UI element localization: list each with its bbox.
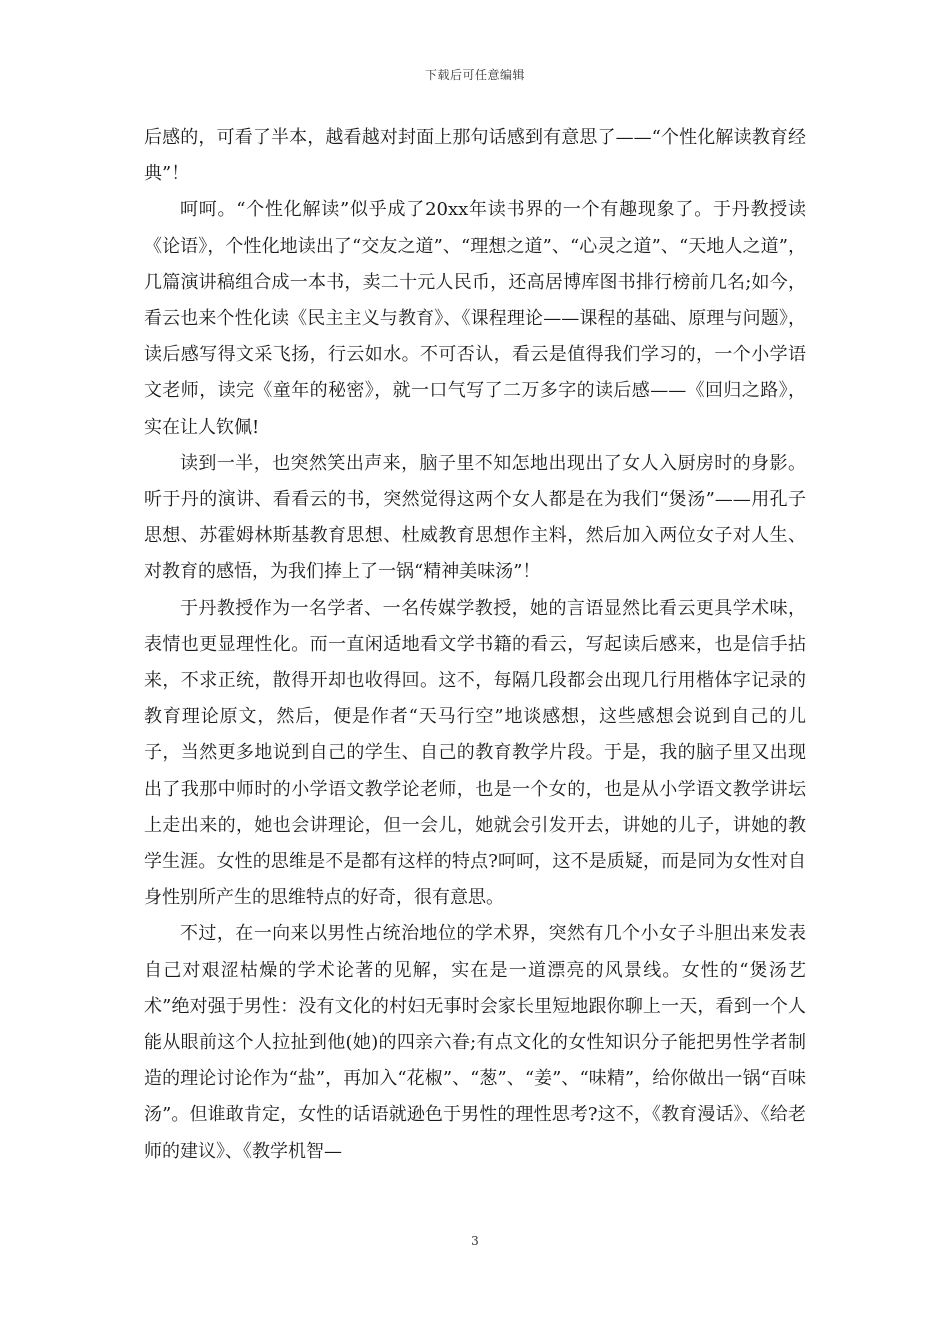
page-header: 下载后可任意编辑 (424, 68, 525, 82)
paragraph: 后感的，可看了半本，越看越对封面上那句话感到有意思了——“个性化解读教育经典”！ (144, 127, 806, 185)
paragraph: 读到一半，也突然笑出声来，脑子里不知怎地出现出了女人入厨房时的身影。听于丹的演讲、看看云的书，突然觉得这两个女人都是在为我们“煲汤”——用孔子思想、苏霍姆林斯基教育思想、杜威教育思想作主料，然后加入两位女子对人生、对教育的感悟，为我们捧上了一锅“精神美味汤”！ (144, 452, 806, 583)
document-body (144, 120, 806, 1170)
paragraph: 呵呵。“个性化解读”似乎成了20xx年读书界的一个有趣现象了。于丹教授读《论语》，个性化地读出了“交友之道”、“理想之道”、“心灵之道”、“天地人之道”，几篇演讲稿组合成一本书，卖二十元人民币，还高居博库图书排行榜前几名;如今，看云也来个性化读《民主主义与教育》、《课程理论——课程的基础、原理与问题》，读后感写得文采飞扬，行云如水。不可否认，看云是值得我们学习的，一个小学语文老师，读完《童年的秘密》，就一口气写了二万多字的读后感——《回归之路》，实在让人钦佩! (144, 199, 806, 438)
paragraph: 不过，在一向来以男性占统治地位的学术界，突然有几个小女子斗胆出来发表自己对艰涩枯燥的学术论著的见解，实在是一道漂亮的风景线。女性的“煲汤艺术”绝对强于男性：没有文化的村妇无事时会家长里短地跟你聊上一天，看到一个人能从眼前这个人拉扯到他(她)的四亲六眷;有点文化的女性知识分子能把男性学者制造的理论讨论作为“盐”，再加入“花椒”、“葱”、“姜”、“味精”，给你做出一锅“百味汤”。但谁敢肯定，女性的话语就逊色于男性的理性思考?这不，《教育漫话》、《给老师的建议》、《教学机智— (144, 923, 806, 1162)
paragraph: 于丹教授作为一名学者、一名传媒学教授，她的言语显然比看云更具学术味，表情也更显理性化。而一直闲适地看文学书籍的看云，写起读后感来，也是信手拈来，不求正统，散得开却也收得回。这不，每隔几段都会出现几行用楷体字记录的教育理论原文，然后，便是作者“天马行空”地谈感想，这些感想会说到自己的儿子，当然更多地说到自己的学生、自己的教育教学片段。于是，我的脑子里又出现出了我那中师时的小学语文教学论老师，也是一个女的，也是从小学语文教学讲坛上走出来的，她也会讲理论，但一会儿，她就会引发开去，讲她的儿子，讲她的教学生涯。女性的思维是不是都有这样的特点?呵呵，这不是质疑，而是同为女性对自身性别所产生的思维特点的好奇，很有意思。 (144, 597, 806, 909)
page-number: 3 (471, 1234, 479, 1248)
